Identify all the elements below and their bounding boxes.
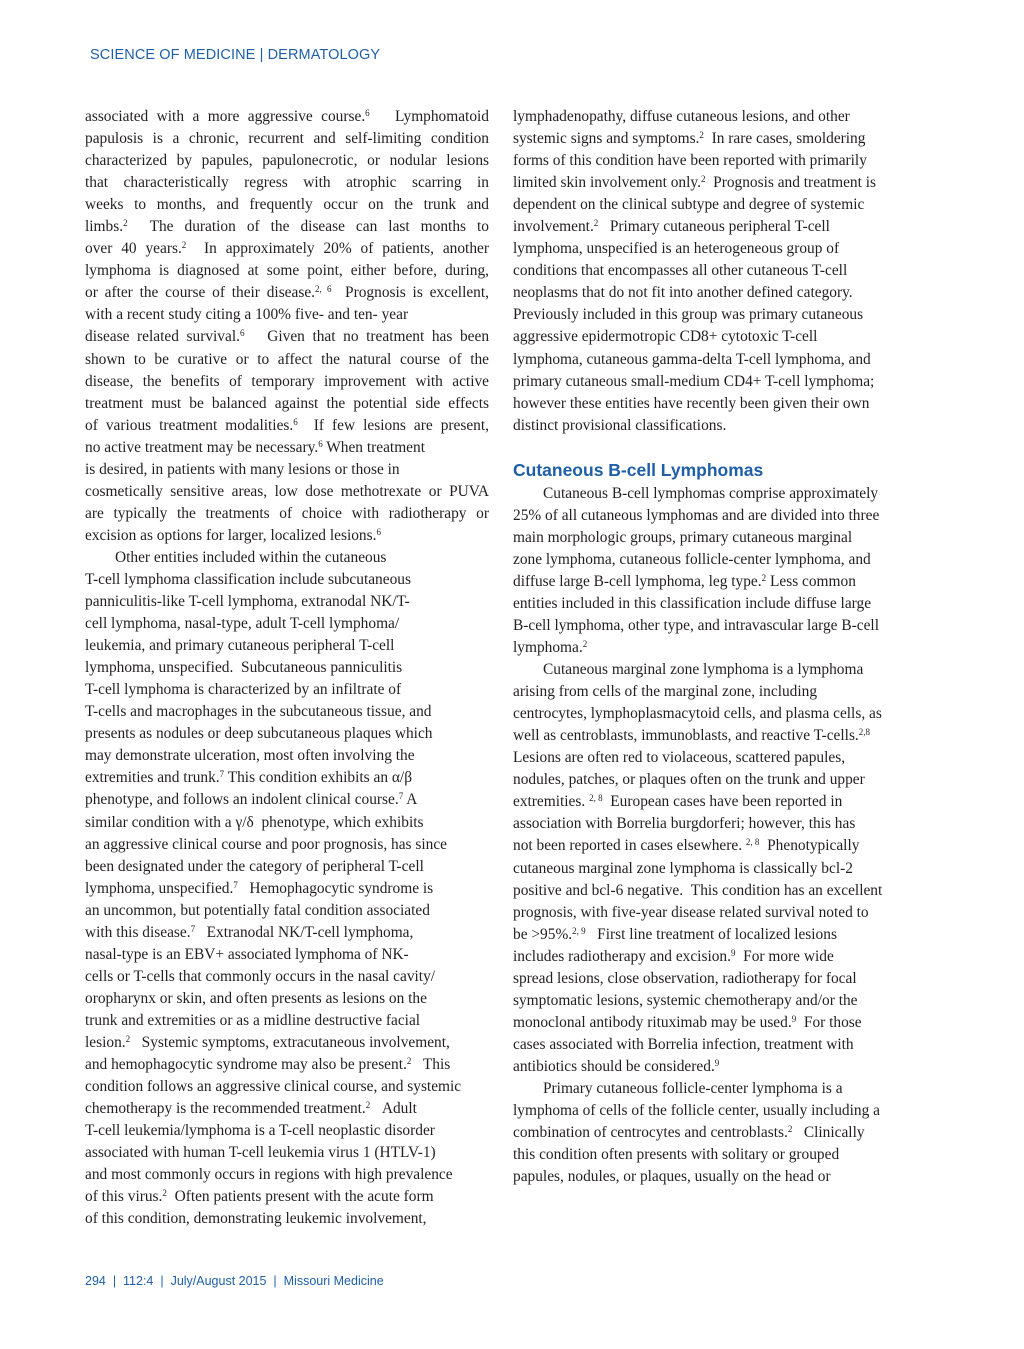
header-separator: | xyxy=(259,47,264,63)
footer-separator: | xyxy=(109,1274,120,1288)
paragraph: associated with a more aggressive course.$^6$ Lymphomatoid papulosis is a chronic, recurrent and self-limiting condition characterized by papules, papulonecrotic, or nodular lesions that characteristically regress with atrophic scarring in weeks to months, and frequently occur on the trunk and limbs.$^2$ The duration of the disease can last months to over 40 years.$^2$ In approximately 20% of patients, another lymphoma is diagnosed at some point, either before, during, or after the course of their disease.$^{2, 6}$ Prognosis is excellent, with a recent study citing a 100% five- and ten- year disease related survival.$^6$ Given that no treatment has been shown to be curative or to affect the natural course of the disease, the benefits of temporary improvement with active treatment must be balanced against the potential side effects of various treatment modalities.$^6$ If few lesions are present, no active treatment may be necessary.$^6$ When treatment is desired, in patients with many lesions or those in cosmetically sensitive areas, low dose methotrexate or PUVA are typically the treatments of choice with radiotherapy or excision as options for larger, localized lesions.$^6$ xyxy=(85,108,490,544)
footer-journal: Missouri Medicine xyxy=(283,1274,384,1288)
paragraph: Cutaneous marginal zone lymphoma is a lymphoma arising from cells of the marginal zone, including centrocytes, lymphoplasmacytoid cells, and plasma cells, as well as centroblasts, immunoblasts, and reactive T-cells.$^{2,8}$ Lesions are often red to violaceous, scattered papules, nodules, patches, or plaques often on the trunk and upper extremities. $^{2, 8}$ European cases have been reported in association with Borrelia burgdorferi; however, this has not been reported in cases elsewhere. $^{2, 8}$ Phenotypically cutaneous marginal zone lymphoma is classically bcl-2 positive and bcl-6 negative. This condition has an excellent prognosis, with five-year disease related survival noted to be >95%.$^{2, 9}$ First line treatment of localized lesions includes radiotherapy and excision.$^9$ For more wide spread lesions, close observation, radiotherapy for focal symptomatic lesions, systemic chemotherapy and/or the monoclonal antibody rituximab may be used.$^9$ For those cases associated with Borrelia infection, treatment with antibiotics should be considered.$^9$ xyxy=(513,661,883,1075)
paragraph: lymphadenopathy, diffuse cutaneous lesions, and other systemic signs and symptoms.$^2$ In rare cases, smoldering forms of this condition have been reported with primarily limited skin involvement only.$^2$ Prognosis and treatment is dependent on the clinical subtype and degree of systemic involvement.$^2$ Primary cutaneous peripheral T-cell lymphoma, unspecified is an heterogeneous group of conditions that encompasses all other cutaneous T-cell neoplasms that do not fit into another defined category. Previously included in this group was primary cutaneous aggressive epidermotropic CD8+ cytotoxic T-cell lymphoma, cutaneous gamma-delta T-cell lymphoma, and primary cutaneous small-medium CD4+ T-cell lymphoma; however these entities have recently been given their own distinct provisional classifications. xyxy=(513,108,877,434)
section-heading: Cutaneous B-cell Lymphomas xyxy=(513,459,764,480)
left-column xyxy=(85,106,489,1230)
footer-page-number: 294 xyxy=(85,1274,106,1288)
paragraph: Primary cutaneous follicle-center lymphoma is a lymphoma of cells of the follicle center, usually including a combination of centrocytes and centroblasts.$^2$ Clinically this condition often presents with solitary or grouped papules, nodules, or plaques, usually on the head or xyxy=(513,1079,880,1186)
header-section: SCIENCE OF MEDICINE xyxy=(90,47,256,63)
header-subsection: DERMATOLOGY xyxy=(267,47,381,63)
running-header xyxy=(90,47,380,63)
paragraph: Other entities included within the cutaneous T-cell lymphoma classification include subcutaneous panniculitis-like T-cell lymphoma, extranodal NK/T- cell lymphoma, nasal-type, adult T-cell lymphoma/ leukemia, and primary cutaneous peripheral T-cell lymphoma, unspecified. Subcutaneous panniculitis T-cell lymphoma is characterized by an infiltrate of T-cells and macrophages in the subcutaneous tissue, and presents as nodules or deep subcutaneous plaques which may demonstrate ulceration, most often involving the extremities and trunk.$^7$ This condition exhibits an α/β phenotype, and follows an indolent clinical course.$^7$ A similar condition with a γ/δ phenotype, which exhibits an aggressive clinical course and poor prognosis, has since been designated under the category of peripheral T-cell lymphoma, unspecified.$^7$ Hemophagocytic syndrome is an uncommon, but potentially fatal condition associated with this disease.$^7$ Extranodal NK/T-cell lymphoma, nasal-type is an EBV+ associated lymphoma of NK- cells or T-cells that commonly occurs in the nasal cavity/ oropharynx or skin, and often presents as lesions on the trunk and extremities or as a midline destructive facial lesion.$^2$ Systemic symptoms, extracutaneous involvement, and hemophagocytic syndrome may also be present.$^2$ This condition follows an aggressive clinical course, and systemic chemotherapy is the recommended treatment.$^2$ Adult T-cell leukemia/lymphoma is a T-cell neoplastic disorder associated with human T-cell leukemia virus 1 (HTLV-1) and most commonly occurs in regions with high prevalence of this virus.$^2$ Often patients present with the acute form of this condition, demonstrating leukemic involvement, xyxy=(85,548,462,1228)
footer-issue: 112:4 xyxy=(123,1274,154,1288)
footer-date: July/August 2015 xyxy=(170,1274,267,1288)
footer-separator: | xyxy=(269,1274,281,1288)
right-column xyxy=(513,106,917,1188)
page-footer xyxy=(85,1274,384,1288)
footer-separator: | xyxy=(156,1274,168,1288)
paragraph: Cutaneous B-cell lymphomas comprise approximately 25% of all cutaneous lymphomas and are divided into three main morphologic groups, primary cutaneous marginal zone lymphoma, cutaneous follicle-center lymphoma, and diffuse large B-cell lymphoma, leg type.$^2$ Less common entities included in this classification include diffuse large B-cell lymphoma, other type, and intravascular large B-cell lymphoma.$^2$ xyxy=(513,484,880,657)
